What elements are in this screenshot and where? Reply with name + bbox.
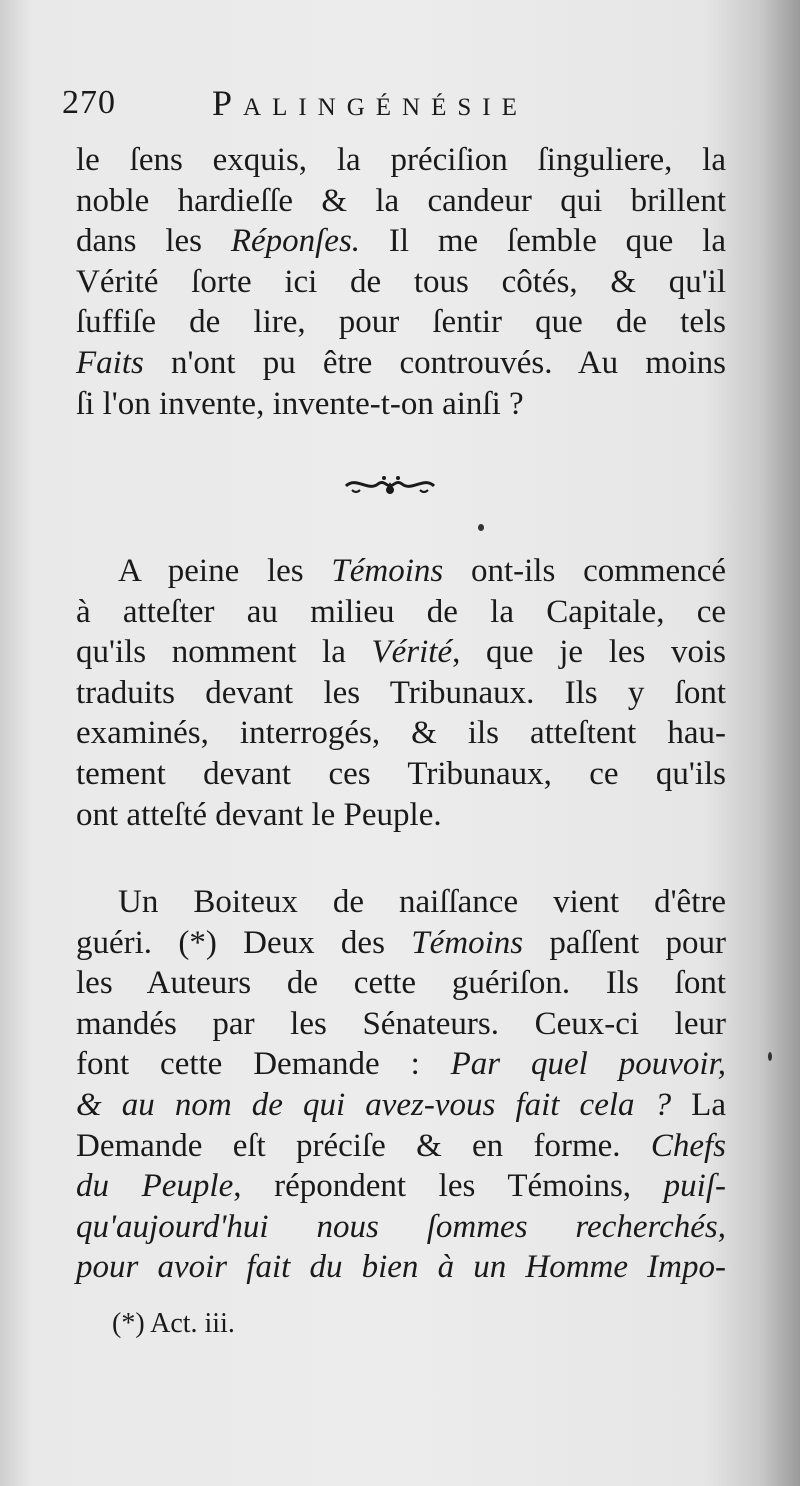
text-line: & au nom de qui avez-vous fait cela ? La — [76, 1086, 726, 1123]
text-line: guéri. (*) Deux des Témoins paſſent pour — [76, 924, 726, 961]
text-line: du Peuple, répondent les Témoins, puiſ- — [76, 1168, 726, 1205]
italic-term: Réponſes. — [230, 223, 361, 260]
italic-term: Chefs — [650, 1127, 726, 1164]
text-line: les Auteurs de cette guériſon. Ils ſont — [76, 965, 726, 1002]
text-line: qu'aujourd'hui nous ſommes recherchés, — [76, 1208, 726, 1245]
text-line: traduits devant les Tribunaux. Ils y ſont — [76, 674, 726, 711]
italic-term: du Peuple — [76, 1168, 234, 1205]
text-line: à atteſter au milieu de la Capitale, ce — [76, 593, 726, 630]
text-line: tement devant ces Tribunaux, ce qu'ils — [76, 755, 726, 792]
italic-term: puiſ- — [663, 1168, 726, 1205]
italic-term: Témoins — [331, 553, 444, 589]
text-line: noble hardieſſe & la candeur qui brillent — [76, 182, 726, 219]
text-line: le ſens exquis, la préciſion ſinguliere, la — [76, 142, 726, 178]
ink-speck — [768, 1052, 772, 1061]
fleuron-ornament — [340, 470, 440, 500]
page-header — [62, 78, 722, 126]
text-line: Demande eſt préciſe & en forme. Chefs — [76, 1127, 726, 1164]
page-number: 270 — [62, 84, 116, 121]
italic-term: Faits — [76, 344, 144, 381]
ink-speck — [478, 524, 484, 531]
text-line: Vérité ſorte ici de tous côtés, & qu'il — [76, 263, 726, 300]
italic-term: & au nom de qui avez-vous fait cela ? — [76, 1086, 672, 1123]
text-line: ſi l'on invente, invente-t-on ainſi ? — [76, 385, 524, 422]
text-line: Un Boiteux de naiſſance vient d'être — [118, 884, 726, 920]
text-line: Faits n'ont pu être controuvés. Au moins — [76, 344, 726, 381]
text-line: mandés par les Sénateurs. Ceux-ci leur — [76, 1005, 726, 1042]
italic-term: Témoins — [411, 924, 524, 961]
text-line: A peine les Témoins ont-ils commencé — [118, 553, 726, 589]
text-line: dans les Réponſes. Il me ſemble que la — [76, 223, 726, 260]
italic-term: Vérité — [371, 634, 453, 671]
text-line: font cette Demande : Par quel pouvoir, — [76, 1046, 726, 1083]
paragraph-1 — [76, 140, 726, 424]
footnote: (*) Act. iii. — [112, 1308, 235, 1339]
paragraph-2 — [76, 551, 726, 835]
text-line: ont atteſté devant le Peuple. — [76, 796, 442, 833]
text-line: pour avoir fait du bien à un Homme Impo- — [76, 1249, 726, 1286]
running-title: Palingénésie — [212, 83, 528, 123]
text-line: examinés, interrogés, & ils atteſtent hau- — [76, 715, 726, 752]
text-line: ſuffiſe de lire, pour ſentir que de tels — [76, 304, 726, 341]
italic-term: Par quel pouvoir, — [450, 1046, 726, 1083]
paragraph-3 — [76, 882, 726, 1288]
text-line: qu'ils nomment la Vérité, que je les vois — [76, 634, 726, 671]
